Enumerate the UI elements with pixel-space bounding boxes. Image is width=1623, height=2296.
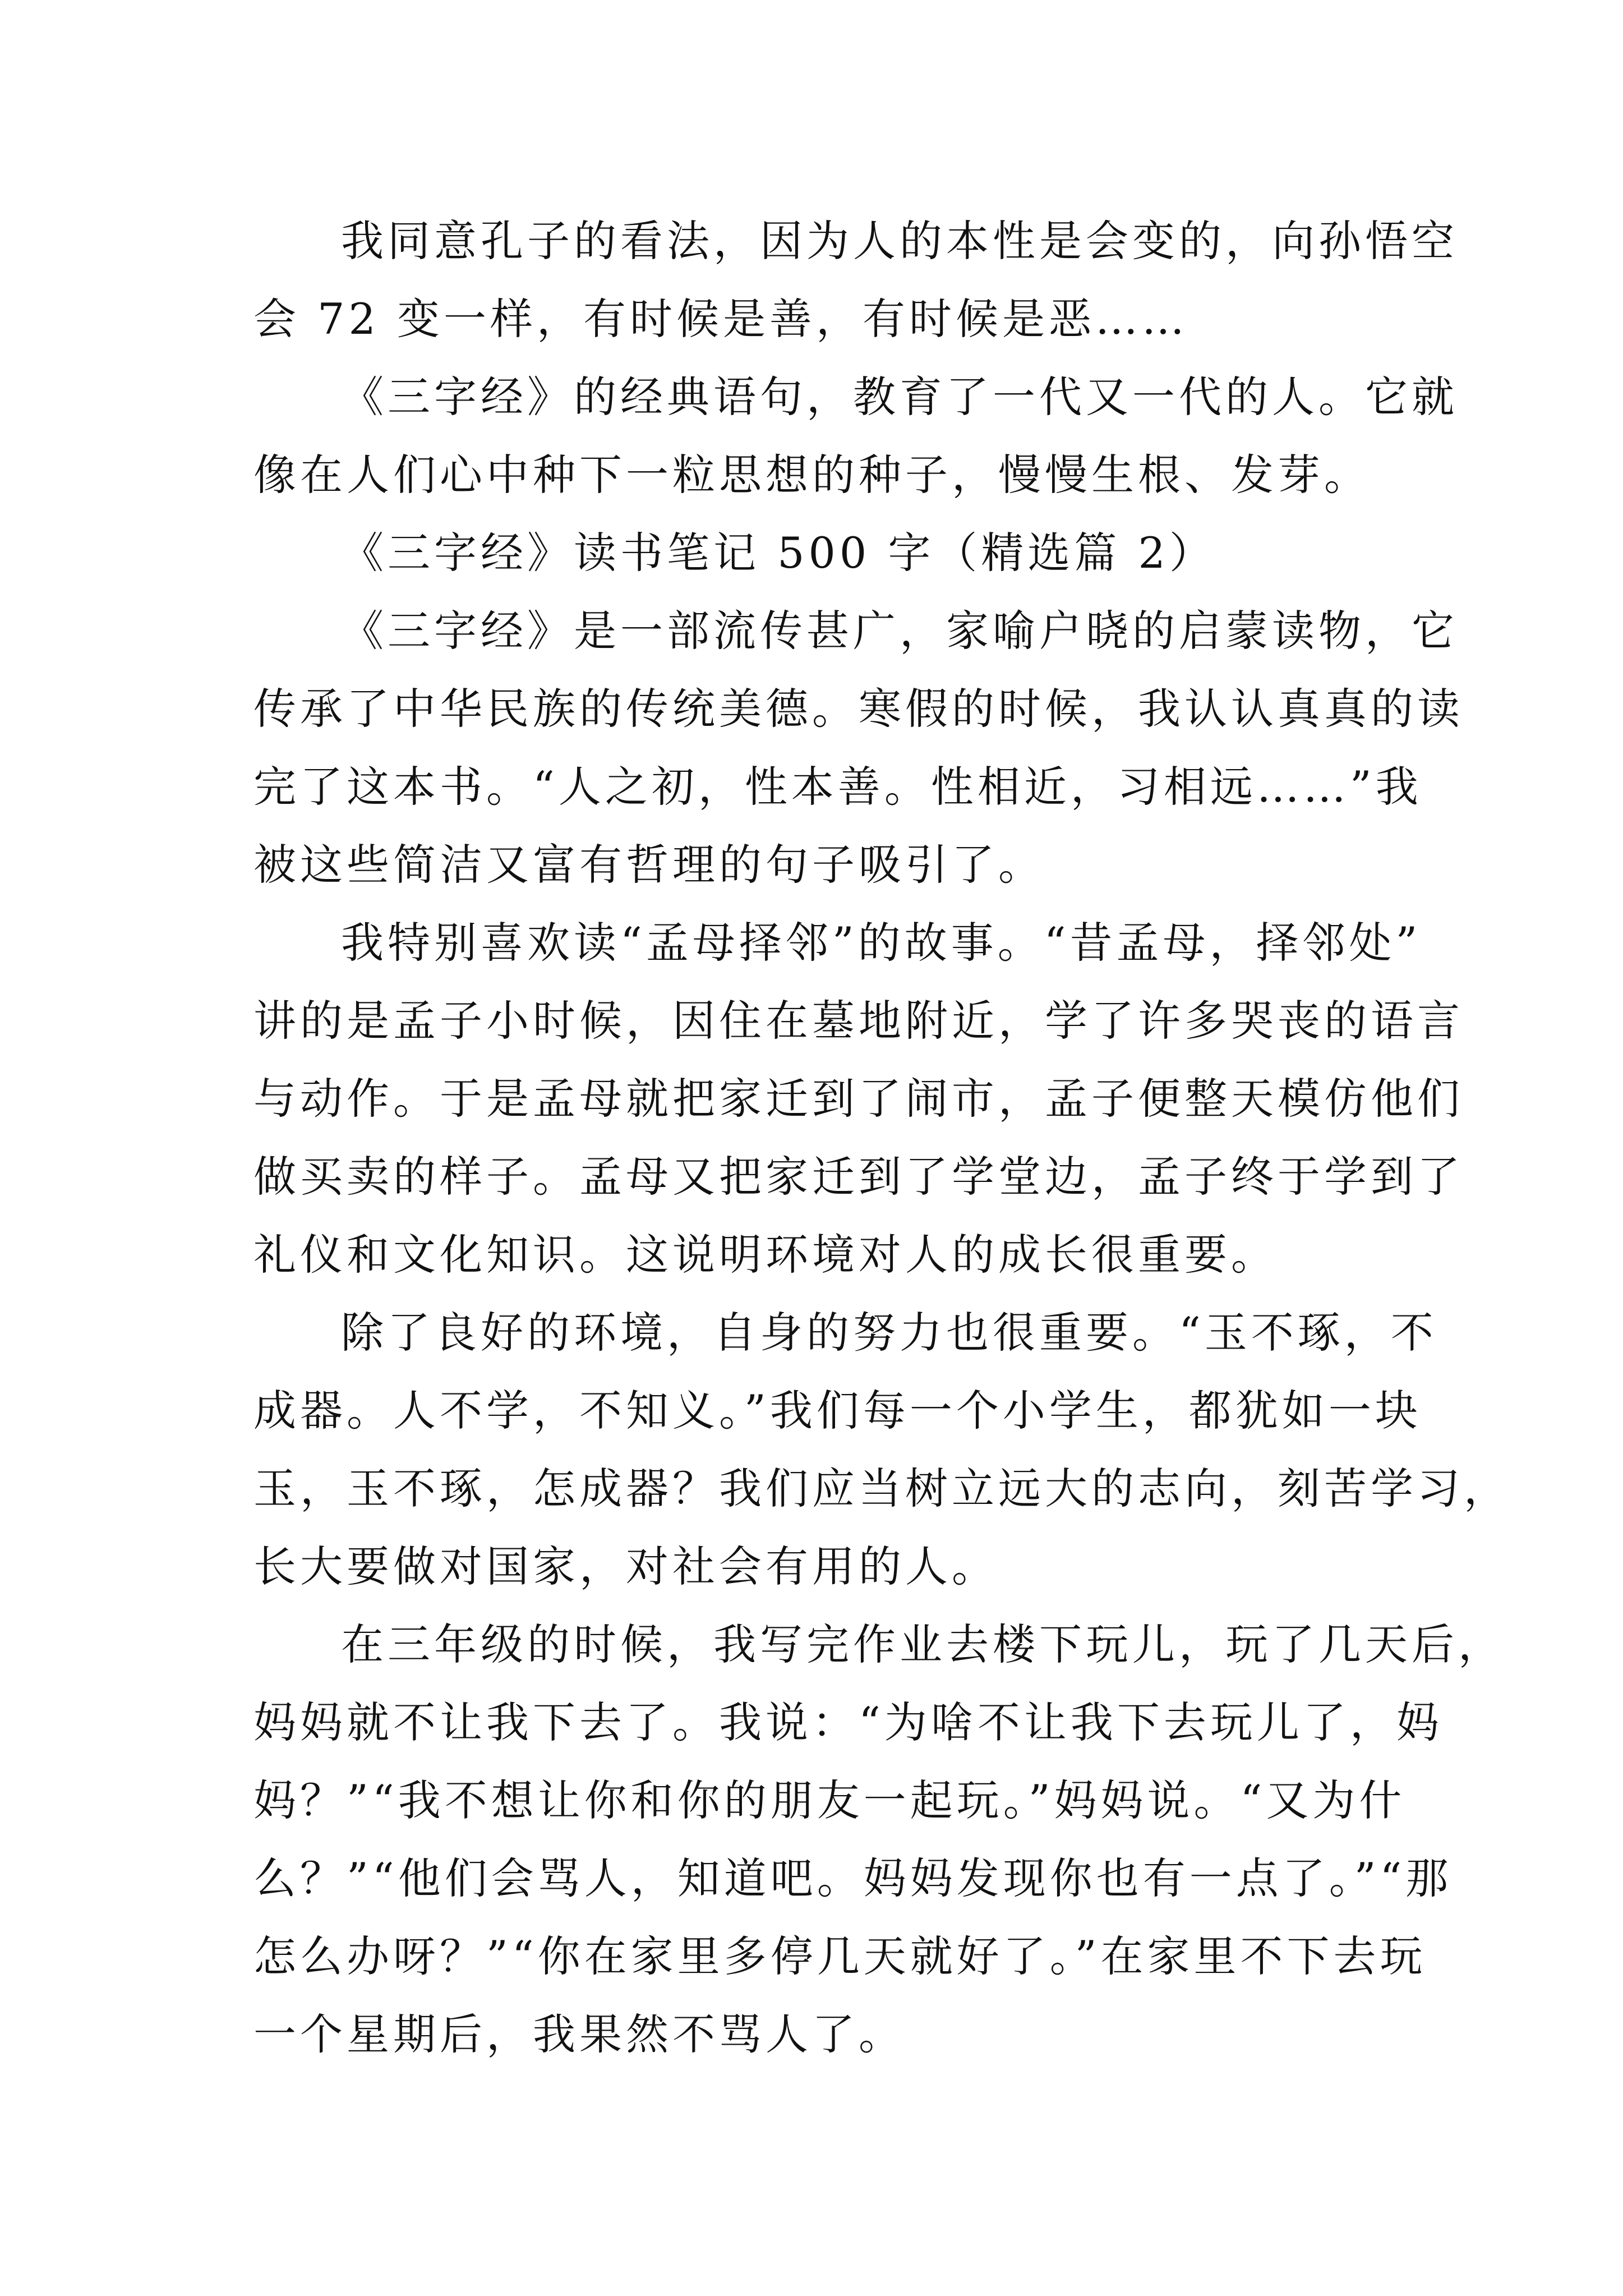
text-line: 我特别喜欢读“孟母择邻”的故事。“昔孟母，择邻处” <box>341 918 1422 968</box>
text-line: 长大要做对国家，对社会有用的人。 <box>253 1542 998 1591</box>
text-line: 像在人们心中种下一粒思想的种子，慢慢生根、发芽。 <box>253 450 1371 500</box>
text-line: 做买卖的样子。孟母又把家迁到了学堂边，孟子终于学到了 <box>253 1152 1464 1202</box>
paragraph-6 <box>253 1605 1505 2073</box>
text-line: 礼仪和文化知识。这说明环境对人的成长很重要。 <box>253 1230 1278 1280</box>
paragraph-3 <box>253 592 1464 904</box>
section-heading <box>253 514 1386 592</box>
text-line: 玉，玉不琢，怎成器？我们应当树立远大的志向，刻苦学习， <box>253 1464 1510 1513</box>
text-line: 除了良好的环境，自身的努力也很重要。“玉不琢，不 <box>341 1308 1437 1358</box>
paragraph-1 <box>253 202 1458 358</box>
text-line: 妈？”“我不想让你和你的朋友一起玩。”妈妈说。“又为什 <box>253 1775 1406 1825</box>
text-line: 一个星期后，我果然不骂人了。 <box>253 2009 905 2059</box>
heading-line: 《三字经》读书笔记 500 字（精选篇 2） <box>341 528 1216 578</box>
text-line: 成器。人不学，不知义。”我们每一个小学生，都犹如一块 <box>253 1386 1422 1435</box>
text-line: 《三字经》是一部流传甚广，家喻户晓的启蒙读物，它 <box>341 606 1458 656</box>
paragraph-5 <box>253 1294 1510 1605</box>
text-line: 传承了中华民族的传统美德。寒假的时候，我认认真真的读 <box>253 684 1464 734</box>
document-body <box>253 202 1510 2073</box>
text-line: 被这些简洁又富有哲理的句子吸引了。 <box>253 840 1045 890</box>
text-line: 完了这本书。“人之初，性本善。性相近，习相远……”我 <box>253 762 1422 812</box>
text-line: 怎么办呀？”“你在家里多停几天就好了。”在家里不下去玩 <box>253 1931 1427 1981</box>
text-line: 与动作。于是孟母就把家迁到了闹市，孟子便整天模仿他们 <box>253 1074 1464 1124</box>
paragraph-4 <box>253 904 1464 1294</box>
text-line: 在三年级的时候，我写完作业去楼下玩儿，玩了几天后， <box>341 1619 1505 1669</box>
text-line: 么？”“他们会骂人，知道吧。妈妈发现你也有一点了。”“那 <box>253 1853 1453 1903</box>
text-line: 《三字经》的经典语句，教育了一代又一代的人。它就 <box>341 372 1458 422</box>
paragraph-2 <box>253 358 1458 514</box>
text-line: 讲的是孟子小时候，因住在墓地附近，学了许多哭丧的语言 <box>253 996 1464 1046</box>
text-line: 妈妈就不让我下去了。我说：“为啥不让我下去玩儿了，妈 <box>253 1697 1443 1747</box>
text-line: 我同意孔子的看法，因为人的本性是会变的，向孙悟空 <box>341 216 1458 266</box>
text-line: 会 72 变一样，有时候是善，有时候是恶…… <box>253 294 1189 344</box>
